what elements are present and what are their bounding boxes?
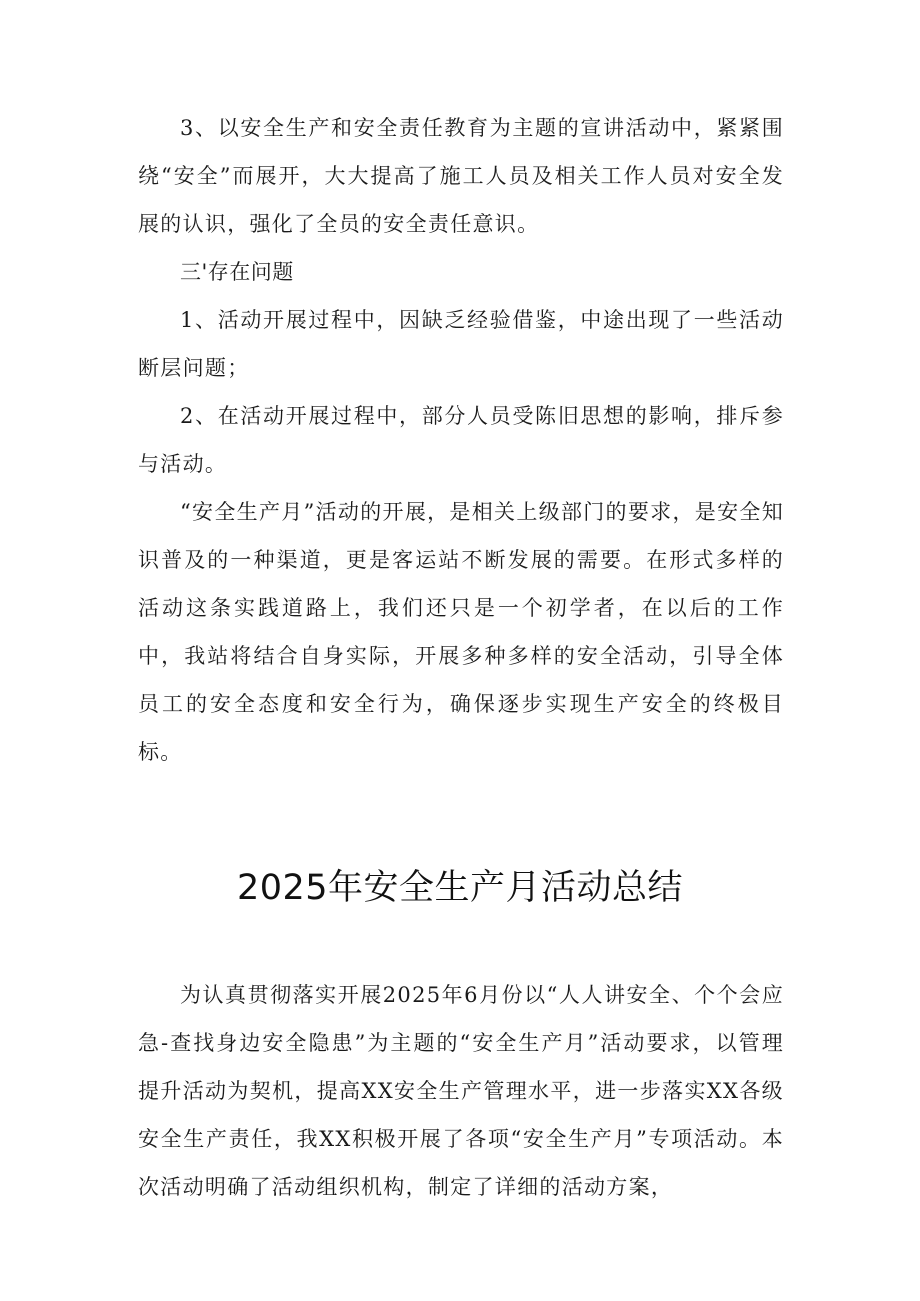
problem-item-2: 2、在活动开展过程中，部分人员受陈旧思想的影响，排斥参与活动。 bbox=[138, 404, 784, 476]
article-title: 2025年安全生产月活动总结 bbox=[236, 868, 684, 908]
previous-article-section bbox=[138, 104, 784, 776]
problem-item-1: 1、活动开展过程中，因缺乏经验借鉴，中途出现了一些活动断层问题； bbox=[138, 308, 784, 380]
intro-paragraph: 为认真贯彻落实开展2025年6月份以“人人讲安全、个个会应急-查找身边安全隐患”为主题的“安全生产月”活动要求，以管理提升活动为契机，提高XX安全生产管理水平，进一步落实XX各级安全生产责任，我XX积极开展了各项“安全生产月”专项活动。本次活动明确了活动组织机构，制定了详细的活动方案， bbox=[138, 983, 784, 1199]
paragraph-item-3: 3、以安全生产和安全责任教育为主题的宣讲活动中，紧紧围绕“安全”而展开，大大提高了施工人员及相关工作人员对安全发展的认识，强化了全员的安全责任意识。 bbox=[138, 116, 784, 236]
section-heading-problems: 三'存在问题 bbox=[180, 260, 294, 284]
conclusion-paragraph: “安全生产月”活动的开展，是相关上级部门的要求，是安全知识普及的一种渠道，更是客运站不断发展的需要。在形式多样的活动这条实践道路上，我们还只是一个初学者，在以后的工作中，我站将结合自身实际，开展多种多样的安全活动，引导全体员工的安全态度和安全行为，确保逐步实现生产安全的终极目标。 bbox=[138, 500, 784, 764]
new-article-section bbox=[138, 971, 784, 1211]
